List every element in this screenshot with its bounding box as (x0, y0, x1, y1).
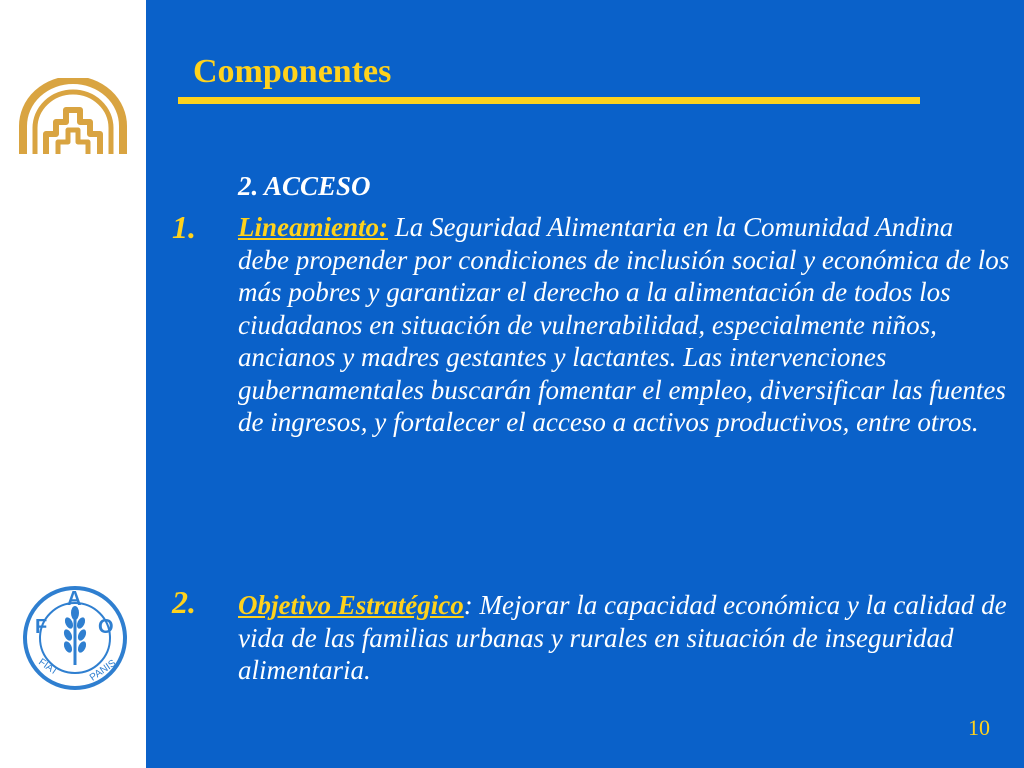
slide-title: Componentes (193, 53, 392, 90)
item-text-1: La Seguridad Alimentaria en la Comunidad Andina debe propender por condiciones de inclusión social y económica de los más pobres y garantizar el derecho a la alimentación de todos los ciudadanos en situación de vulnerabilidad, especialmente niños, ancianos y madres gestantes y lactantes. Las intervenciones gubernamentales buscarán fomentar el empleo, diversificar las fuentes de ingresos, y fortalecer el acceso a activos productivos, entre otros. (238, 212, 1010, 437)
fao-logo (22, 585, 128, 691)
item-text-2: Mejorar la capacidad económica y la calidad de vida de las familias urbanas y rurales en situación de inseguridad alimentaria. (238, 590, 1007, 685)
fao-motto-left: FIAT (36, 656, 60, 678)
page-number: 10 (968, 715, 990, 740)
fao-letter-a: A (67, 588, 82, 610)
title-underline (178, 97, 920, 104)
item-separator-1 (388, 212, 395, 242)
item-paragraph-1 (238, 211, 1010, 439)
comunidad-andina-logo (18, 78, 128, 156)
item-number-2: 2. (172, 584, 196, 620)
item-number-1: 1. (172, 209, 196, 245)
fao-letter-f: F (35, 616, 48, 638)
fao-motto-right: PANIS (87, 657, 119, 684)
section-heading: 2. ACCESO (238, 171, 371, 201)
item-separator-2: : (463, 590, 480, 620)
item-term-2: Objetivo Estratégico (238, 590, 464, 620)
fao-letter-o: O (98, 616, 114, 638)
item-term-1: Lineamiento: (238, 212, 388, 242)
logo-sidebar (0, 0, 146, 768)
item-paragraph-2 (238, 589, 1010, 687)
